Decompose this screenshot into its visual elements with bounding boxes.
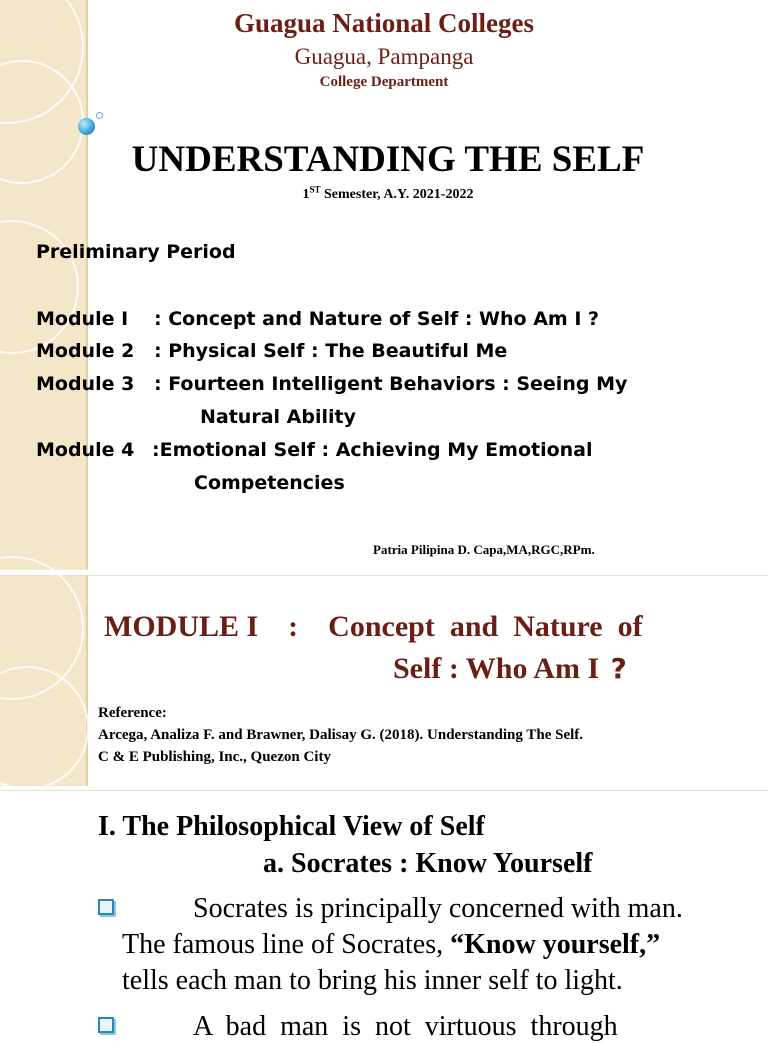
course-title: UNDERSTANDING THE SELF [131, 139, 645, 180]
semester-number: 1 [302, 187, 310, 202]
module-3-title: : Fourteen Intelligent Behaviors : Seeing My [154, 373, 628, 395]
period-label: Preliminary Period [36, 241, 236, 263]
module-heading-line2-text: Self : Who Am I [393, 652, 600, 685]
module-4-title: :Emotional Self : Achieving My Emotional [152, 439, 593, 461]
semester-superscript: ST [309, 184, 321, 195]
school-name: Guagua National Colleges [233, 8, 535, 38]
bullet-1-line-3: tells each man to bring his inner self to light. [122, 965, 623, 996]
section-heading: I. The Philosophical View of Self [98, 811, 485, 842]
bullet-square-icon [98, 899, 114, 915]
department-name: College Department [319, 74, 449, 90]
module-3-title-cont: Natural Ability [200, 406, 356, 428]
slide-2 [0, 575, 768, 786]
bullet-1-line-2 [122, 929, 660, 961]
school-location: Guagua, Pampanga [294, 44, 474, 69]
module-3-label: Module 3 [36, 373, 135, 395]
bullet-2-line-1: A bad man is not virtuous through [193, 1011, 618, 1042]
module-4-label: Module 4 [36, 439, 135, 461]
module-1-label: Module I [36, 308, 129, 330]
module-1-title: : Concept and Nature of Self : Who Am I ? [154, 308, 600, 330]
decorative-small-bead-icon [96, 112, 103, 119]
bullet-1-line-2-text: The famous line of Socrates, [122, 929, 451, 960]
reference-line-1: Arcega, Analiza F. and Brawner, Dalisay G. (2018). Understanding The Self. [98, 727, 584, 743]
bullet-1-quote: “Know yourself,” [450, 929, 661, 960]
semester-line [0, 184, 776, 203]
bullet-square-icon [98, 1017, 114, 1033]
reference-label: Reference: [98, 705, 167, 721]
module-heading-question-mark: ? [610, 652, 627, 685]
reference-line-2: C & E Publishing, Inc., Quezon City [98, 749, 331, 765]
decorative-ring [0, 666, 89, 790]
decorative-bead-icon [78, 118, 95, 135]
module-heading: MODULE I : Concept and Nature of [104, 610, 643, 643]
module-2-title: : Physical Self : The Beautiful Me [154, 340, 508, 362]
decorative-sidebar [0, 791, 86, 1025]
module-2-label: Module 2 [36, 340, 135, 362]
slide-3 [0, 790, 768, 1042]
decorative-sidebar [0, 576, 88, 786]
module-heading-line2 [393, 652, 627, 686]
semester-text: Semester, A.Y. 2021-2022 [320, 187, 474, 202]
author-credit: Patria Pilipina D. Capa,MA,RGC,RPm. [373, 542, 595, 557]
module-4-title-cont: Competencies [194, 472, 345, 494]
bullet-1-line-1: Socrates is principally concerned with man. [193, 893, 683, 924]
section-subheading: a. Socrates : Know Yourself [263, 848, 593, 879]
